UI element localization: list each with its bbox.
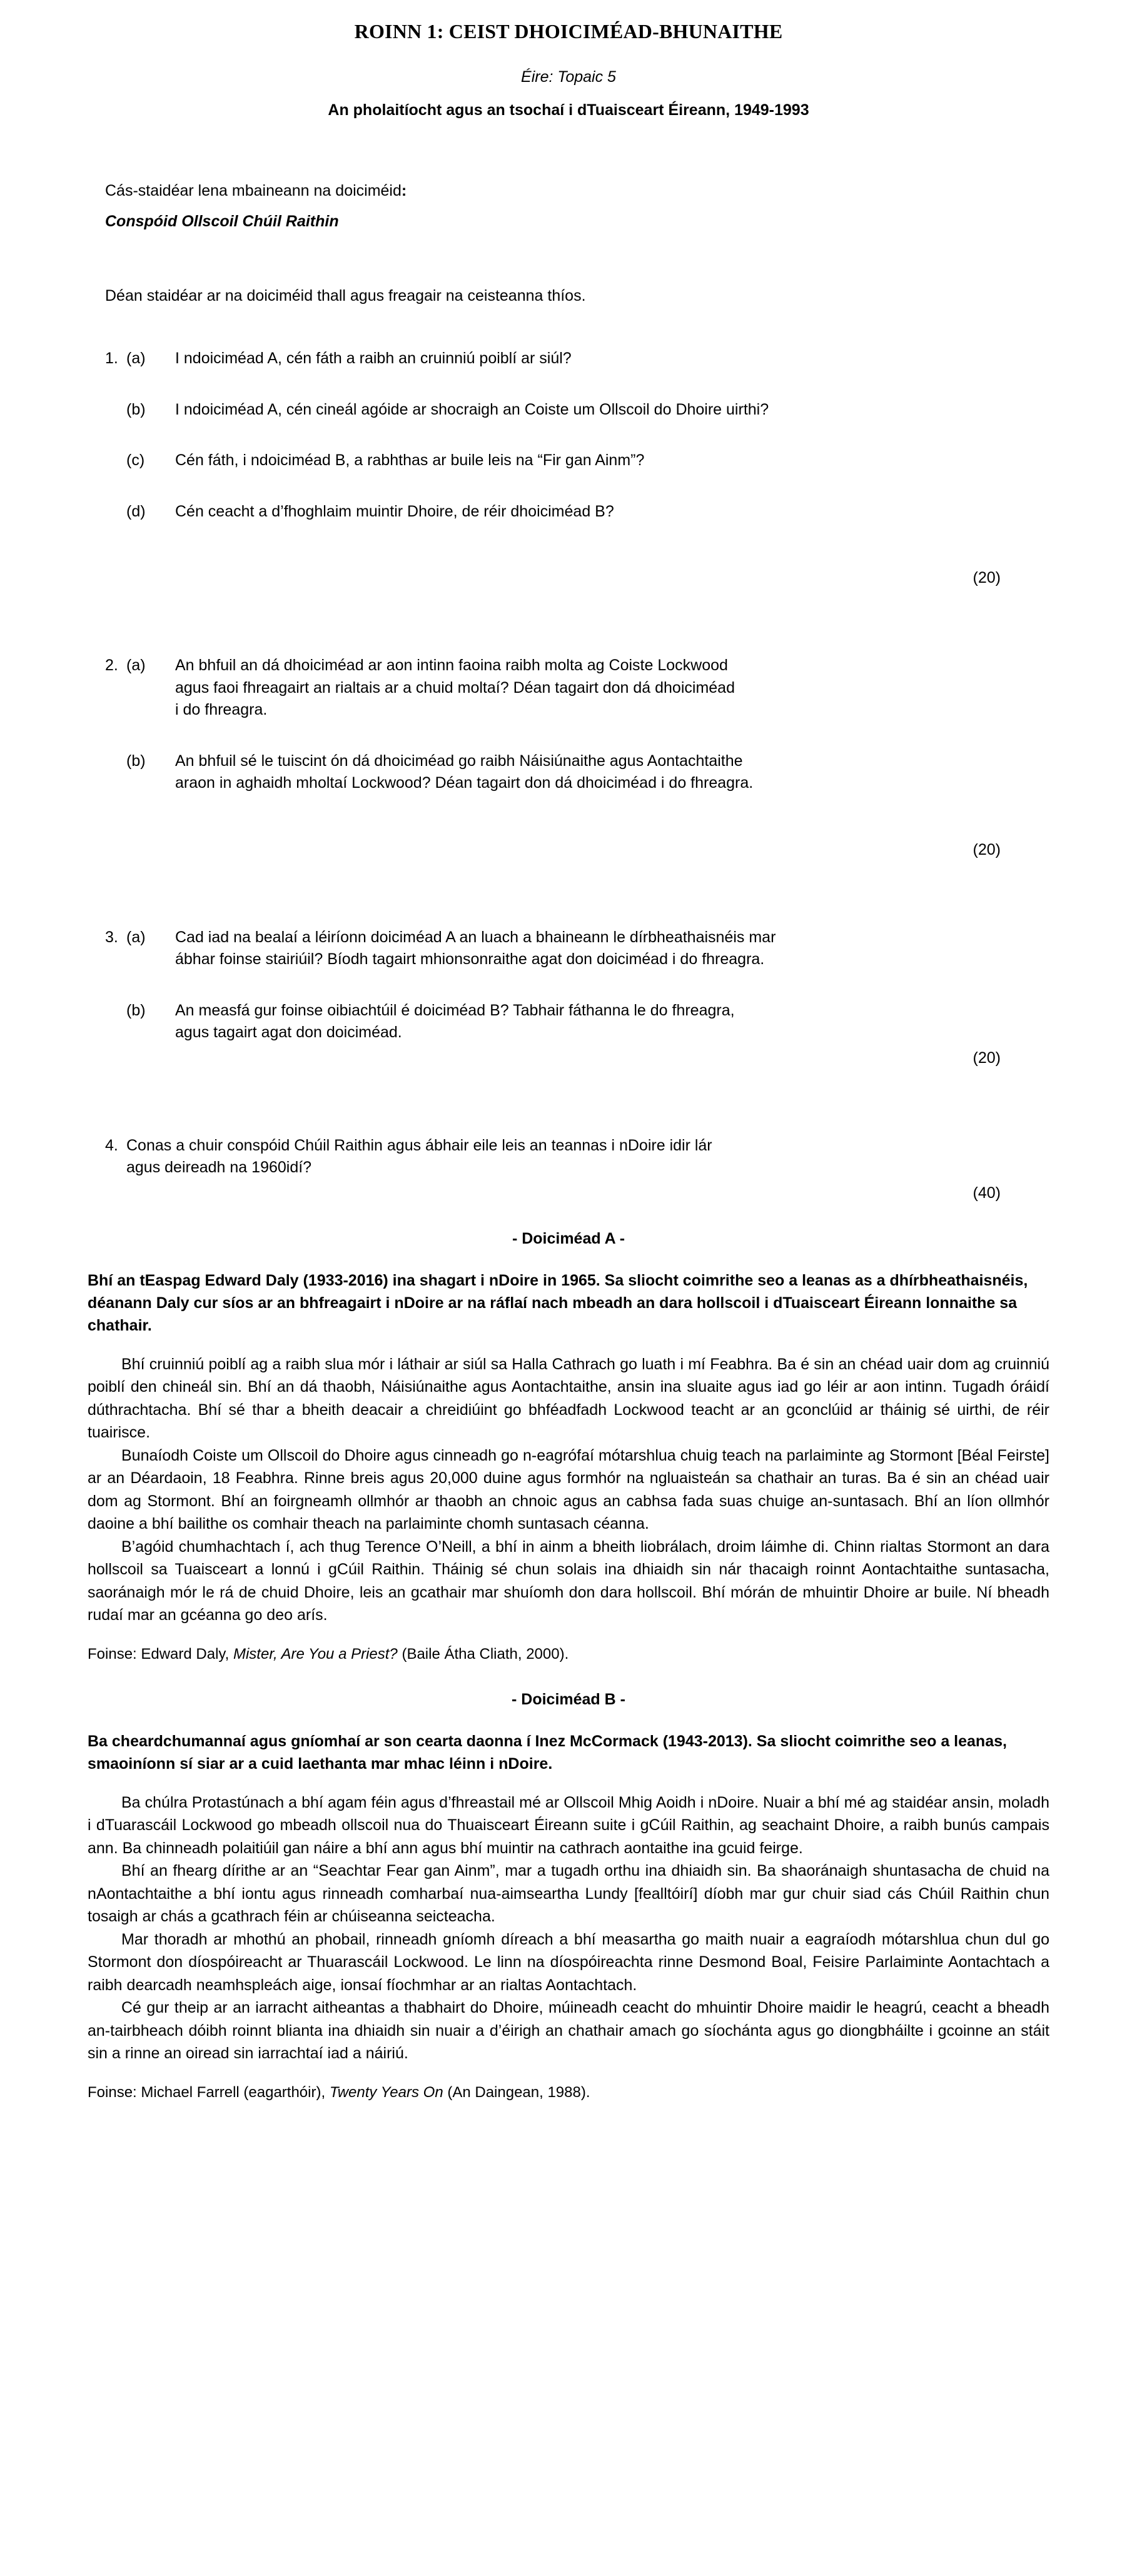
question-part-letter: (b)	[126, 1001, 146, 1019]
question-line: i do fhreagra.	[175, 701, 268, 718]
subject-line: An pholaitíocht agus an tsochaí i dTuaisceart Éireann, 1949-1993	[328, 101, 809, 119]
question-part	[88, 399, 1049, 421]
question-number: 1.	[105, 350, 118, 367]
document-paragraph: Bhí cruinniú poiblí ag a raibh slua mór i láthair ar siúl sa Halla Cathrach go luath i mí Feabhra. Ba é sin an chéad uair dom ag cruinniú poiblí den chineál sin. Bhí an dá thaobh, Náisiúnaithe agus Aontachtaithe, ansin ina sluaite agus iad go léir ar aon intinn. Tugadh óráidí dúthrachtacha. Bhí sé thar a bheith deacair a chreidiúint go bhféadfadh Lockwood teacht ar an gconclúid ar tháinig sé uirthi, de réir tuairisce.	[88, 1355, 1049, 1441]
document-paragraph: Bunaíodh Coiste um Ollscoil do Dhoire agus cinneadh go n-eagrófaí mótarshlua chuig teach na parlaiminte ag Stormont [Béal Feirste] ar an Déardaoin, 18 Feabhra. Rinne breis agus 20,000 duine agus formhór na ngluaisteán sa chathair an turas. Ba é sin an chéad uair dom ag Stormont. Bhí an foirgneamh ollmhór ar thaobh an chnoic agus an cabhsa fada suas chuige an-suntasach. Bhí an líon ollmhór daoine a bhí bailithe os comhair theach na parlaiminte chomh suntasach céanna.	[88, 1446, 1049, 1532]
question-part-letter: (a)	[126, 928, 146, 946]
question-part-text	[175, 348, 1049, 370]
document-a-source	[88, 1646, 1049, 1663]
question-number: 4.	[105, 1136, 118, 1154]
document-a-label: - Doiciméad A -	[512, 1229, 625, 1247]
source-suffix: (Baile Átha Cliath, 2000).	[397, 1645, 569, 1663]
question-part	[88, 927, 1049, 971]
question-number: 2.	[105, 657, 118, 674]
question-line: Cad iad na bealaí a léiríonn doiciméad A an luach a bhaineann le dírbheathaisnéis mar	[175, 928, 776, 946]
question-part-letter: (a)	[126, 350, 146, 367]
question-part-text	[175, 927, 1049, 971]
question-4	[88, 1135, 1049, 1202]
document-paragraph: B’agóid chumhachtach í, ach thug Terence O’Neill, a bhí in ainm a bheith liobrálach, droim láimhe di. Chinn rialtas Stormont an dara hollscoil sa Tuaisceart a lonnú i gCúil Raithin. Tháinig sé chun solais ina dhiaidh sin nár thacaigh roinnt Aontachtaithe suntasacha, saoránaigh mór le rá de chuid Dhoire, leis an gcathair mar shuíomh don dara hollscoil. Bhí mórán de mhuintir Dhoire ar buile. Ní bheadh rudaí mar an gcéanna go deo arís.	[88, 1537, 1049, 1624]
question-part	[88, 501, 1049, 523]
source-title: Twenty Years On	[329, 2083, 443, 2101]
question-part	[88, 1000, 1049, 1044]
question-part-text	[175, 1000, 1049, 1044]
question-line: An bhfuil an dá dhoiciméad ar aon intinn faoina raibh molta ag Coiste Lockwood	[175, 657, 728, 674]
question-part-letter: (b)	[126, 400, 146, 418]
question-line: araon in aghaidh mholtaí Lockwood? Déan tagairt don dá dhoiciméad i do fhreagra.	[175, 774, 754, 792]
marks-allocation: (20)	[973, 1049, 1001, 1067]
question-part-text	[126, 1135, 1049, 1179]
question-part-text	[175, 750, 1049, 795]
document-b-intro: Ba cheardchumannaí agus gníomhaí ar son cearta daonna í Inez McCormack (1943-2013). Sa sliocht coimrithe seo a leanas, smaoiníonn sí siar ar a cuid laethanta mar mhac léinn i nDoire.	[88, 1732, 1007, 1773]
question-part	[88, 655, 1049, 722]
question-3	[88, 927, 1049, 1067]
spacer	[88, 587, 1049, 655]
question-line: An bhfuil sé le tuiscint ón dá dhoiciméad go raibh Náisiúnaithe agus Aontachtaithe	[175, 752, 743, 770]
question-part-letter: (a)	[126, 657, 146, 674]
question-part-text	[175, 450, 1049, 472]
document-b-label: - Doiciméad B -	[512, 1690, 625, 1708]
source-prefix: Foinse: Michael Farrell (eagarthóir),	[88, 2083, 330, 2101]
question-part-letter: (c)	[126, 451, 145, 469]
question-part-text	[175, 501, 1049, 523]
marks-allocation: (20)	[973, 840, 1001, 858]
question-list	[88, 348, 1049, 1202]
case-study-block	[105, 182, 1049, 231]
topic-line: Éire: Topaic 5	[521, 68, 616, 86]
document-paragraph: Bhí an fhearg dírithe ar an “Seachtar Fear gan Ainm”, mar a tugadh orthu ina dhiaidh sin. Ba shaoránaigh shuntasacha de chuid na nAontachtaithe a bhí iontu agus rinneadh comharbaí nua-aimseartha Lundy [fealltóirí] díobh mar gur chuir siad cás Chúil Raithin chun tosaigh ar chás a gcathrach féin ar chúiseanna seicteacha.	[88, 1862, 1049, 1925]
document-paragraph: Cé gur theip ar an iarracht aitheantas a thabhairt do Dhoire, múineadh ceacht do mhuintir Dhoire maidir le heagrú, ceacht a bheadh an-tairbheach dóibh roinnt blianta ina dhiaidh sin nuair a d’éirigh an chathair amach go síochánta agus go diongbháilte i gcoinne an stáit sin a rinne an oiread sin iarrachtaí iad a náiriú.	[88, 1999, 1049, 2062]
question-line: agus faoi fhreagairt an rialtais ar a chuid moltaí? Déan tagairt don dá dhoiciméad	[175, 678, 735, 697]
question-line: Cén fáth, i ndoiciméad B, a rabhthas ar buile leis na “Fir gan Ainm”?	[175, 451, 645, 469]
spacer	[88, 795, 1049, 841]
page-title: ROINN 1: CEIST DHOICIMÉAD-BHUNAITHE	[354, 20, 783, 43]
question-line: Cén ceacht a d’fhoghlaim muintir Dhoire, de réir dhoiciméad B?	[175, 502, 614, 520]
question-part-text	[175, 655, 1049, 722]
question-part	[88, 1135, 1049, 1179]
question-part	[88, 450, 1049, 472]
question-line: agus deireadh na 1960idí?	[126, 1159, 312, 1176]
question-part-text	[175, 399, 1049, 421]
question-line: agus tagairt agat don doiciméad.	[175, 1024, 402, 1041]
case-study-lead-colon: :	[401, 182, 407, 199]
spacer	[88, 1067, 1049, 1135]
spacer	[88, 722, 1049, 750]
document-b-body	[88, 1791, 1049, 2065]
marks-allocation: (20)	[973, 569, 1001, 586]
case-study-lead	[105, 182, 1049, 200]
question-1	[88, 348, 1049, 587]
document-b-source	[88, 2084, 1049, 2101]
source-suffix: (An Daingean, 1988).	[443, 2083, 590, 2101]
source-prefix: Foinse: Edward Daly,	[88, 1645, 233, 1663]
document-paragraph: Ba chúlra Protastúnach a bhí agam féin agus d’fhreastail mé ar Ollscoil Mhig Aoidh i nDoire. Nuair a bhí mé ag staidéar ansin, moladh i dTuarascáil Lockwood go mbeadh ollscoil nua do Thuaisceart Éireann suite i gCúil Raithin, ag seachaint Dhoire, a raibh bunús campais ann. Ba chinneadh polaitiúil gan náire a bhí ann agus bhí muintir na cathrach aontaithe ina gcuid feirge.	[88, 1793, 1049, 1857]
spacer	[88, 523, 1049, 569]
question-line: I ndoiciméad A, cén fáth a raibh an cruinniú poiblí ar siúl?	[175, 350, 572, 367]
question-part-letter: (d)	[126, 502, 146, 520]
question-line: I ndoiciméad A, cén cineál agóide ar shocraigh an Coiste um Ollscoil do Dhoire uirthi?	[175, 400, 769, 418]
spacer	[88, 370, 1049, 399]
question-part	[88, 348, 1049, 370]
source-title: Mister, Are You a Priest?	[233, 1645, 398, 1663]
question-2	[88, 655, 1049, 859]
question-line: ábhar foinse stairiúil? Bíodh tagairt mhionsonraithe agat don doiciméad i do fhreagra.	[175, 950, 765, 968]
document-paragraph: Mar thoradh ar mhothú an phobail, rinneadh gníomh díreach a bhí measartha go maith nuair a eagraíodh mótarshlua chun dul go Stormont don díospóireacht ar Thuarascáil Lockwood. Le linn na díospóireachta rinne Desmond Boal, Feisire Parlaiminte Aontachtach a raibh dearcadh neamhspleách aige, ionsaí fíochmhar ar an rialtas Aontachtach.	[88, 1930, 1049, 1994]
question-line: An measfá gur foinse oibiachtúil é doiciméad B? Tabhair fáthanna le do fhreagra,	[175, 1001, 735, 1019]
marks-allocation: (40)	[973, 1184, 1001, 1202]
question-part	[88, 750, 1049, 795]
case-study-lead-label: Cás-staidéar lena mbaineann na doiciméid	[105, 182, 402, 199]
spacer	[88, 421, 1049, 450]
spacer	[88, 472, 1049, 501]
spacer	[88, 971, 1049, 1000]
question-number: 3.	[105, 928, 118, 946]
document-a-intro: Bhí an tEaspag Edward Daly (1933-2016) ina shagart i nDoire in 1965. Sa sliocht coimrithe seo a leanas as a dhírbheathaisnéis, déanann Daly cur síos ar an bhfreagairt i nDoire ar na ráflaí nach mbeadh an dara hollscoil i dTuaisceart Éireann lonnaithe sa chathair.	[88, 1271, 1028, 1334]
spacer	[88, 859, 1049, 927]
case-study-title: Conspóid Ollscoil Chúil Raithin	[105, 213, 339, 230]
question-part-letter: (b)	[126, 752, 146, 770]
instruction-text: Déan staidéar ar na doiciméid thall agus freagair na ceisteanna thíos.	[105, 287, 586, 304]
question-line: Conas a chuir conspóid Chúil Raithin agus ábhair eile leis an teannas i nDoire idir lár	[126, 1136, 712, 1154]
document-a-body	[88, 1353, 1049, 1627]
